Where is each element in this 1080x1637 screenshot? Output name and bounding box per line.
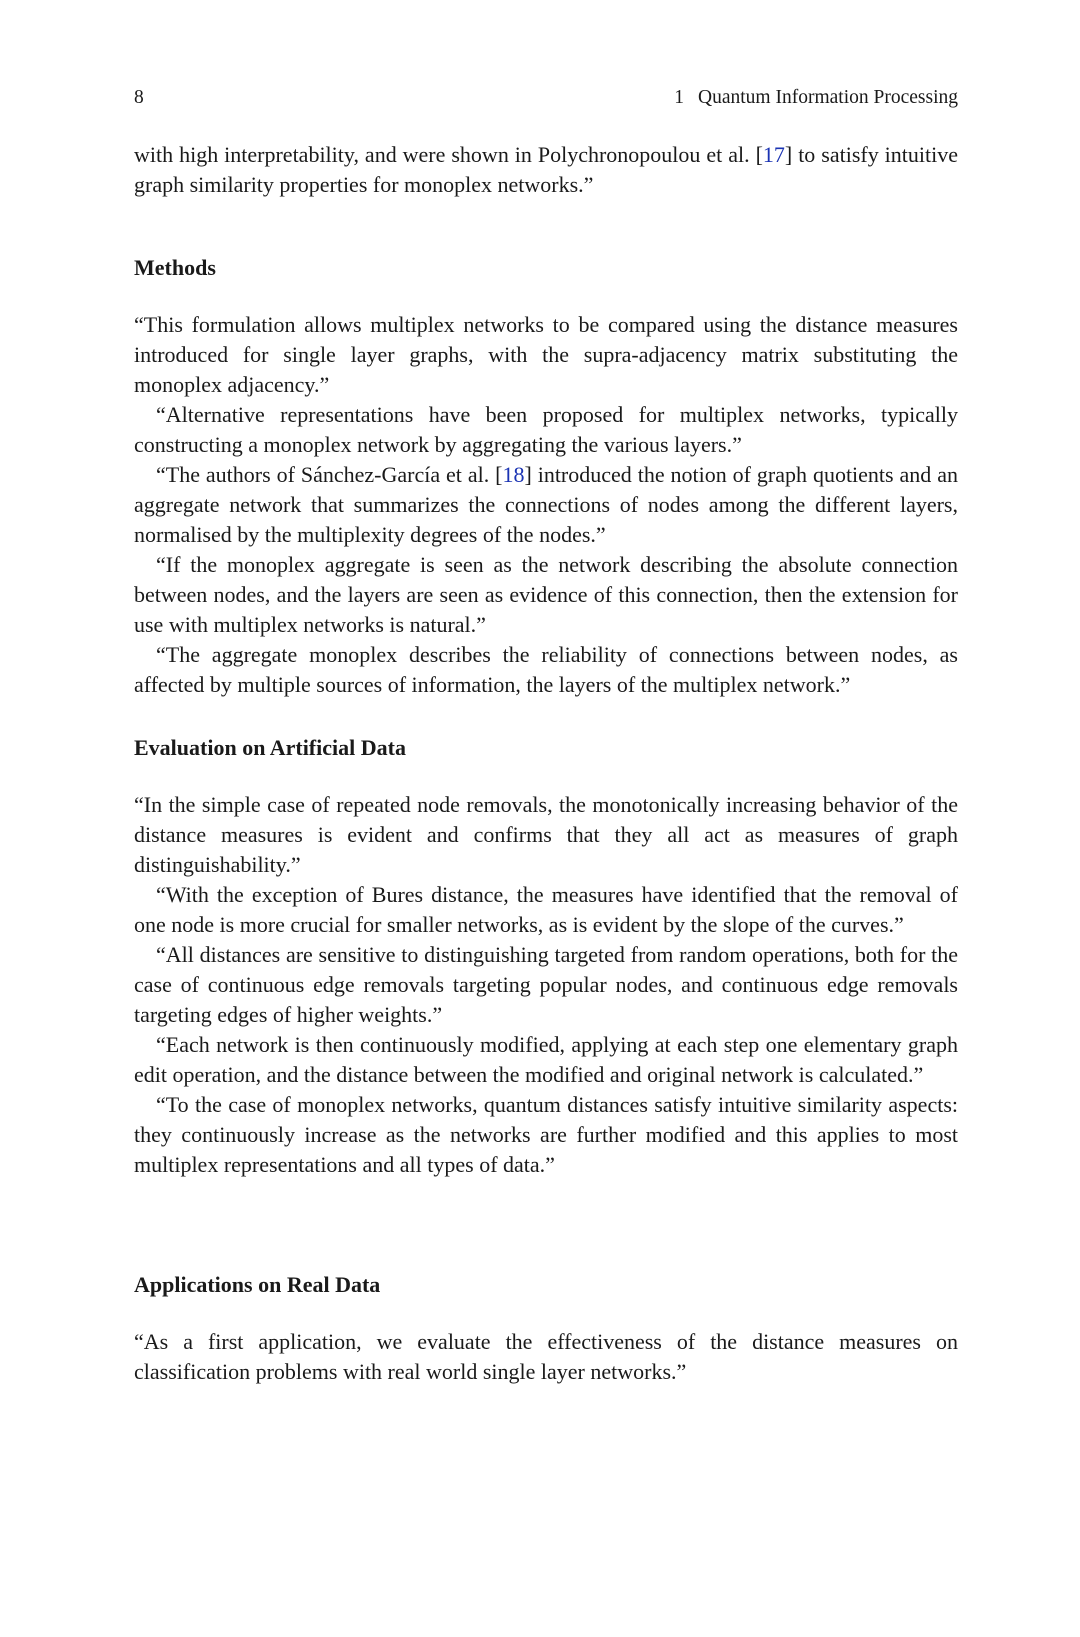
methods-paragraph-1: “This formulation allows multiplex networks to be compared using the distance measures introduced for single layer graphs, with the supra-adjacency matrix substituting the monoplex adjacency.” [134,312,958,397]
intro-text-after: ] to satisfy intuitive graph similarity properties for monoplex networks.” [134,142,959,197]
chapter-title: Quantum Information Processing [698,87,958,108]
evaluation-paragraph-4: “Each network is then continuously modified, applying at each step one elementary graph edit operation, and the distance between the modified and original network is calculated.” [134,1032,958,1087]
evaluation-paragraph-3: “All distances are sensitive to distinguishing targeted from random operations, both for the case of continuous edge removals targeting popular nodes, and continuous edge removals targeting edges of higher weights.” [134,942,958,1027]
applications-body [134,1327,958,1387]
methods-p3-after: ] introduced the notion of graph quotients and an aggregate network that summarizes the connections of nodes among the different layers, normalised by the multiplexity degrees of the nodes.” [134,462,958,547]
page-number: 8 [134,87,144,108]
intro-text [134,140,958,200]
intro-text-before: with high interpretability, and were shown in Polychronopoulou et al. [ [134,142,763,167]
applications-heading: Applications on Real Data [134,1272,381,1297]
evaluation-paragraph-1: “In the simple case of repeated node removals, the monotonically increasing behavior of the distance measures is evident and confirms that they all act as measures of graph distinguishability.” [134,792,958,877]
evaluation-paragraph-5: “To the case of monoplex networks, quantum distances satisfy intuitive similarity aspects: they continuously increase as the networks are further modified and this applies to most multiplex representations and all types of data.” [134,1092,958,1177]
citation-link-18[interactable]: 18 [502,462,525,487]
methods-paragraph-4: “If the monoplex aggregate is seen as the network describing the absolute connection between nodes, and the layers are seen as evidence of this connection, then the extension for use with multiplex networks is natural.” [134,552,958,637]
methods-paragraph-2: “Alternative representations have been proposed for multiplex networks, typically constructing a monoplex network by aggregating the various layers.” [134,402,958,457]
intro-paragraph [134,140,958,200]
methods-heading: Methods [134,255,216,280]
evaluation-paragraph-2: “With the exception of Bures distance, the measures have identified that the removal of one node is more crucial for smaller networks, as is evident by the slope of the curves.” [134,882,958,937]
methods-paragraph-3 [134,460,958,550]
evaluation-body [134,790,958,1180]
chapter-heading [674,86,958,110]
methods-p3-before: “The authors of Sánchez-García et al. [ [156,462,503,487]
evaluation-heading: Evaluation on Artificial Data [134,735,406,760]
running-head [134,86,958,110]
applications-paragraph-1: “As a first application, we evaluate the effectiveness of the distance measures on classification problems with real world single layer networks.” [134,1329,958,1384]
methods-body [134,310,958,700]
methods-paragraph-5: “The aggregate monoplex describes the reliability of connections between nodes, as affected by multiple sources of information, the layers of the multiplex network.” [134,642,958,697]
chapter-number: 1 [674,87,685,108]
citation-link-17[interactable]: 17 [762,142,785,167]
